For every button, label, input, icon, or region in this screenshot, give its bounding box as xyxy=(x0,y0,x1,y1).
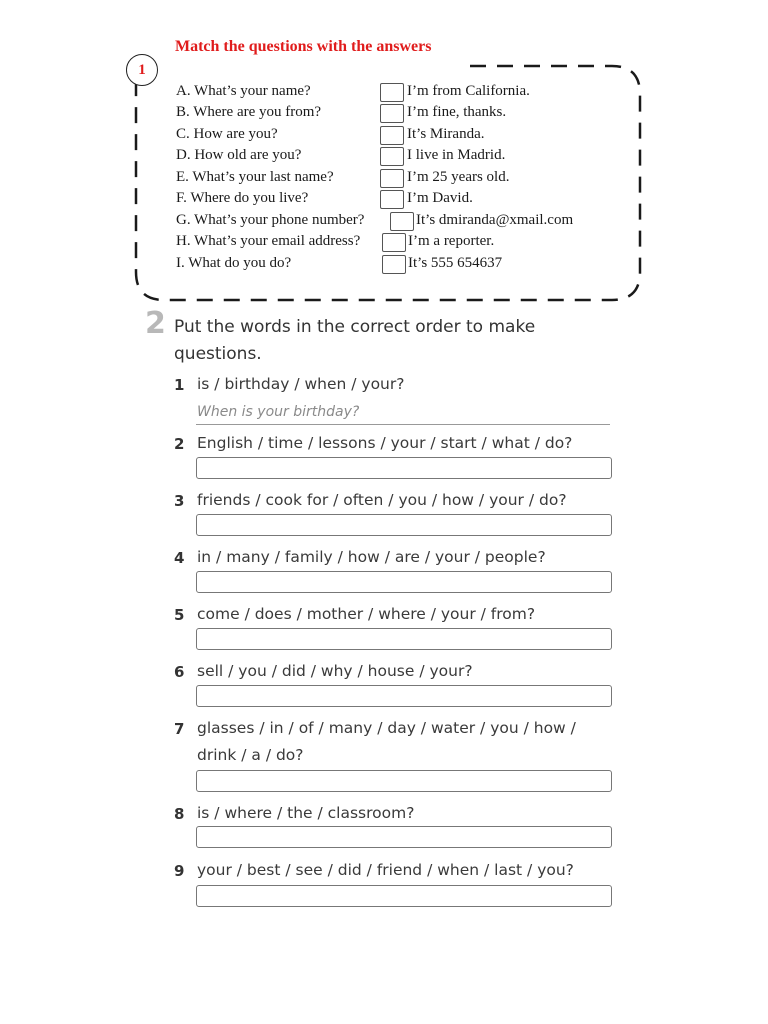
match-answer-box[interactable] xyxy=(390,212,414,231)
match-answer: It’s dmiranda@xmail.com xyxy=(416,212,574,228)
match-question: I. What do you do? xyxy=(176,255,292,271)
answer-input-box[interactable] xyxy=(196,770,612,792)
match-question: H. What’s your email address? xyxy=(176,233,361,249)
item-number: 4 xyxy=(174,549,185,567)
exercise-2-number: 2 xyxy=(145,306,166,341)
match-question: A. What’s your name? xyxy=(176,83,311,99)
item-number: 7 xyxy=(174,720,185,738)
match-answer: It’s 555 654637 xyxy=(408,255,503,271)
match-answer: I’m fine, thanks. xyxy=(407,104,507,120)
match-answer: I live in Madrid. xyxy=(407,147,506,163)
match-answer-box[interactable] xyxy=(382,255,406,274)
match-answer-box[interactable] xyxy=(380,83,404,102)
match-row xyxy=(176,124,616,145)
item-number: 6 xyxy=(174,663,185,681)
item-words: glasses / in / of / many / day / water / you / how / xyxy=(197,719,576,737)
item-words: friends / cook for / often / you / how / your / do? xyxy=(197,491,567,509)
match-answer: I’m from California. xyxy=(407,83,530,99)
item-number: 9 xyxy=(174,862,185,880)
exercise-2-instruction: Put the words in the correct order to make questions. xyxy=(174,317,536,364)
match-question: E. What’s your last name? xyxy=(176,169,334,185)
item-words: come / does / mother / where / your / from? xyxy=(197,605,536,623)
match-answer-box[interactable] xyxy=(380,169,404,188)
example-answer: When is your birthday? xyxy=(197,404,360,420)
item-number: 5 xyxy=(174,606,185,624)
exercise-1-title: Match the questions with the answers xyxy=(175,38,432,55)
item-words: drink / a / do? xyxy=(197,746,304,764)
item-words: is / where / the / classroom? xyxy=(197,804,415,822)
item-words: your / best / see / did / friend / when / last / you? xyxy=(197,861,574,879)
match-row xyxy=(176,81,616,102)
match-row xyxy=(176,145,616,166)
item-number: 8 xyxy=(174,805,185,823)
item-words: English / time / lessons / your / start / what / do? xyxy=(197,434,573,452)
item-words: sell / you / did / why / house / your? xyxy=(197,662,473,680)
match-answer: It’s Miranda. xyxy=(407,126,485,142)
match-answer-box[interactable] xyxy=(382,233,406,252)
answer-input-box[interactable] xyxy=(196,571,612,593)
answer-input-box[interactable] xyxy=(196,685,612,707)
answer-input-box[interactable] xyxy=(196,628,612,650)
match-row xyxy=(176,188,616,209)
match-question: F. Where do you live? xyxy=(176,190,309,206)
item-words: in / many / family / how / are / your / people? xyxy=(197,548,546,566)
match-answer-box[interactable] xyxy=(380,126,404,145)
item-number: 2 xyxy=(174,435,185,453)
match-answer-box[interactable] xyxy=(380,104,404,123)
match-answer: I’m David. xyxy=(407,190,473,206)
match-question: B. Where are you from? xyxy=(176,104,322,120)
match-answer: I’m a reporter. xyxy=(408,233,495,249)
match-answer-box[interactable] xyxy=(380,147,404,166)
match-row xyxy=(176,231,616,252)
match-question: C. How are you? xyxy=(176,126,278,142)
exercise-1-number: 1 xyxy=(126,54,158,86)
item-number: 1 xyxy=(174,376,185,394)
example-answer-line xyxy=(196,424,610,425)
answer-input-box[interactable] xyxy=(196,514,612,536)
match-row xyxy=(176,102,616,123)
item-words: is / birthday / when / your? xyxy=(197,375,405,393)
match-answer: I’m 25 years old. xyxy=(407,169,510,185)
answer-input-box[interactable] xyxy=(196,457,612,479)
answer-input-box[interactable] xyxy=(196,885,612,907)
match-answer-box[interactable] xyxy=(380,190,404,209)
match-row xyxy=(176,167,616,188)
item-number: 3 xyxy=(174,492,185,510)
match-row xyxy=(176,210,616,231)
match-row xyxy=(176,253,616,274)
answer-input-box[interactable] xyxy=(196,826,612,848)
match-question: D. How old are you? xyxy=(176,147,302,163)
match-question: G. What’s your phone number? xyxy=(176,212,365,228)
